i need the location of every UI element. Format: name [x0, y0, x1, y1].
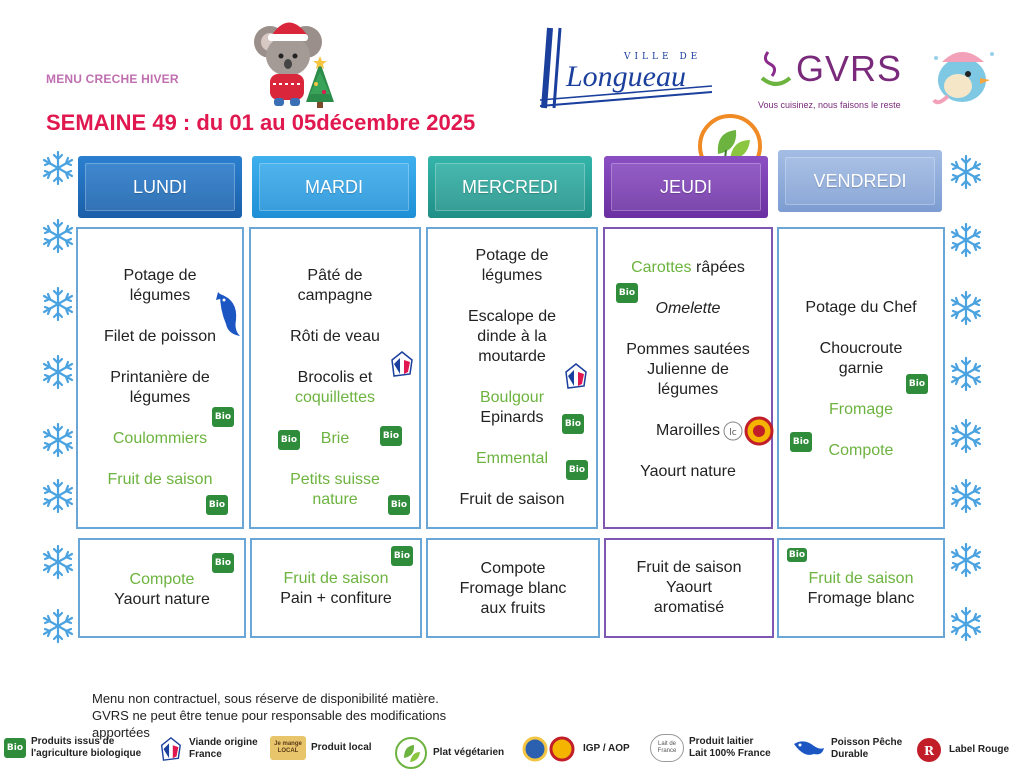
menu-item: Rôti de veau: [290, 328, 380, 345]
gvrs-logo: [758, 48, 918, 114]
snack-item: Yaourt: [666, 579, 712, 596]
menu-item: Petits suisse nature: [290, 471, 380, 508]
snowflake-icon: [40, 286, 76, 322]
snowflake-icon: [948, 606, 984, 642]
menu-item: Fruit de saison: [107, 471, 213, 488]
snowflake-icon: [948, 356, 984, 392]
city-logo: [532, 22, 722, 114]
day-header-mercredi: [428, 156, 592, 218]
snack-item: Fromage blanc: [459, 580, 567, 597]
day-header-vendredi: [778, 150, 942, 212]
bio-icon: [562, 414, 584, 434]
france-meat-icon: [156, 736, 184, 762]
bio-icon: [206, 495, 228, 515]
day-header-mardi: [252, 156, 416, 218]
menu-item: Boulgour Epinards: [479, 389, 545, 426]
legend-france-meat: Viande origine France: [156, 736, 258, 762]
bio-icon: [787, 548, 807, 562]
snowflake-icon: [40, 478, 76, 514]
bio-icon: [906, 374, 928, 394]
menu-item: Fromage: [828, 401, 894, 418]
koala-christmas-mascot-icon: [240, 6, 336, 110]
disclaimer: [92, 690, 552, 741]
snowflake-icon: [948, 154, 984, 190]
bio-icon: [278, 430, 300, 450]
brand-tagline: Vous cuisinez, nous faisons le reste: [758, 100, 901, 110]
disclaimer-line: Menu non contractuel, sous réserve de disponibilité matière.: [92, 691, 439, 706]
legend-label-rouge: R Label Rouge: [914, 736, 1009, 764]
day-header-jeudi: [604, 156, 768, 218]
menu-item: Omelette: [655, 300, 721, 317]
menu-item: Maroilles: [655, 422, 720, 439]
bio-icon: [391, 546, 413, 566]
disclaimer-line: GVRS ne peut être tenue pour responsable des modifications: [92, 708, 447, 723]
menu-item: Fruit de saison: [459, 491, 565, 508]
legend-local: Je mange LOCAL Produit local: [270, 736, 372, 760]
menu-item: Emmental: [475, 450, 549, 467]
lunch-box-mardi: [249, 227, 421, 529]
snowflake-icon: [40, 544, 76, 580]
lunch-box-jeudi: [603, 227, 773, 529]
disclaimer-line: apportées: [92, 725, 150, 740]
day-name: LUNDI: [132, 176, 187, 197]
snack-item: Fromage blanc: [807, 590, 915, 607]
bio-icon: [212, 407, 234, 427]
legend-fish: Poisson Pêche Durable: [792, 736, 902, 762]
menu-subtitle: MENU CRECHE HIVER: [46, 72, 179, 86]
svg-text:lc: lc: [729, 428, 737, 438]
snowflake-icon: [40, 218, 76, 254]
snowflake-icon: [40, 422, 76, 458]
menu-item: Potage de légumes: [475, 247, 549, 284]
aop-icon: [744, 416, 774, 446]
menu-item: Brie: [320, 430, 350, 447]
snowflake-icon: [948, 222, 984, 258]
menu-item: Coulommiers: [112, 430, 208, 447]
menu-item: Pommes sautées Julienne de légumes: [626, 341, 750, 398]
menu-item: Carottes râpées: [631, 259, 745, 276]
menu-item: Escalope de dinde à la moutarde: [467, 308, 557, 365]
snowflake-icon: [40, 354, 76, 390]
menu-item: Filet de poisson: [103, 328, 217, 345]
fish-icon: [214, 290, 244, 340]
snowflake-icon: [948, 290, 984, 326]
snack-item: Pain + confiture: [280, 590, 392, 607]
lunch-box-lundi: [76, 227, 244, 529]
week-title: SEMAINE 49 : du 01 au 05décembre 2025: [46, 110, 476, 135]
label-rouge-icon: [914, 736, 944, 764]
menu-item: Choucroute garnie: [819, 340, 903, 377]
french-milk-icon: [722, 420, 744, 442]
svg-text:R: R: [924, 744, 934, 758]
day-name: MARDI: [305, 176, 363, 197]
menu-item: Yaourt nature: [640, 463, 736, 480]
snack-item: Compote: [480, 560, 546, 577]
snack-item: Compote: [129, 571, 195, 588]
day-name: VENDREDI: [813, 170, 907, 191]
legend-vegetarian: Plat végétarien: [394, 736, 504, 769]
snack-box-mercredi: [426, 538, 600, 638]
bio-icon: [566, 460, 588, 480]
snack-item: Fruit de saison: [636, 559, 742, 576]
snack-item: aromatisé: [653, 599, 725, 616]
snack-item: aux fruits: [480, 600, 546, 617]
snack-box-jeudi: [604, 538, 774, 638]
bird-mascot-icon: [928, 36, 1000, 112]
snowflake-icon: [948, 478, 984, 514]
igp-aop-icon: [522, 736, 578, 762]
snowflake-icon: [40, 608, 76, 644]
bio-icon: [790, 432, 812, 452]
snowflake-icon: [948, 418, 984, 454]
day-name: JEUDI: [659, 176, 712, 197]
fish-icon: [792, 736, 826, 762]
city-logo-small-text: VILLE DE: [624, 52, 702, 62]
bio-icon: [616, 283, 638, 303]
legend-bio: Bio Produits issus de l'agriculture biologique: [4, 736, 141, 760]
local-product-icon: Je mange LOCAL: [270, 736, 306, 760]
legend-french-milk: Lait de France Produit laitier Lait 100% France: [650, 734, 771, 762]
bio-icon: [212, 553, 234, 573]
day-name: MERCREDI: [461, 176, 558, 197]
bio-icon: [388, 495, 410, 515]
city-logo-name: Longueau: [566, 60, 686, 93]
vegetarian-icon: [394, 736, 428, 769]
brand-name: GVRS: [796, 48, 903, 89]
legend-igp-aop: IGP / AOP: [522, 736, 630, 762]
france-meat-icon: [562, 362, 588, 390]
france-meat-icon: [388, 350, 414, 378]
snack-item: Fruit de saison: [808, 570, 914, 587]
menu-item: Potage du Chef: [805, 299, 917, 316]
menu-item: Brocolis et coquillettes: [294, 369, 376, 406]
french-milk-icon: Lait de France: [650, 734, 684, 762]
bio-icon: [4, 738, 26, 758]
menu-item: Compote: [828, 442, 894, 459]
snack-item: Yaourt nature: [114, 591, 210, 608]
snowflake-icon: [40, 150, 76, 186]
menu-item: Pâté de campagne: [297, 267, 373, 304]
bio-icon: [380, 426, 402, 446]
snack-item: Fruit de saison: [283, 570, 389, 587]
menu-item: Potage de légumes: [123, 267, 197, 304]
menu-item: Printanière de légumes: [110, 369, 210, 406]
day-header-lundi: [78, 156, 242, 218]
cooking-steam-icon: [758, 50, 794, 90]
snowflake-icon: [948, 542, 984, 578]
